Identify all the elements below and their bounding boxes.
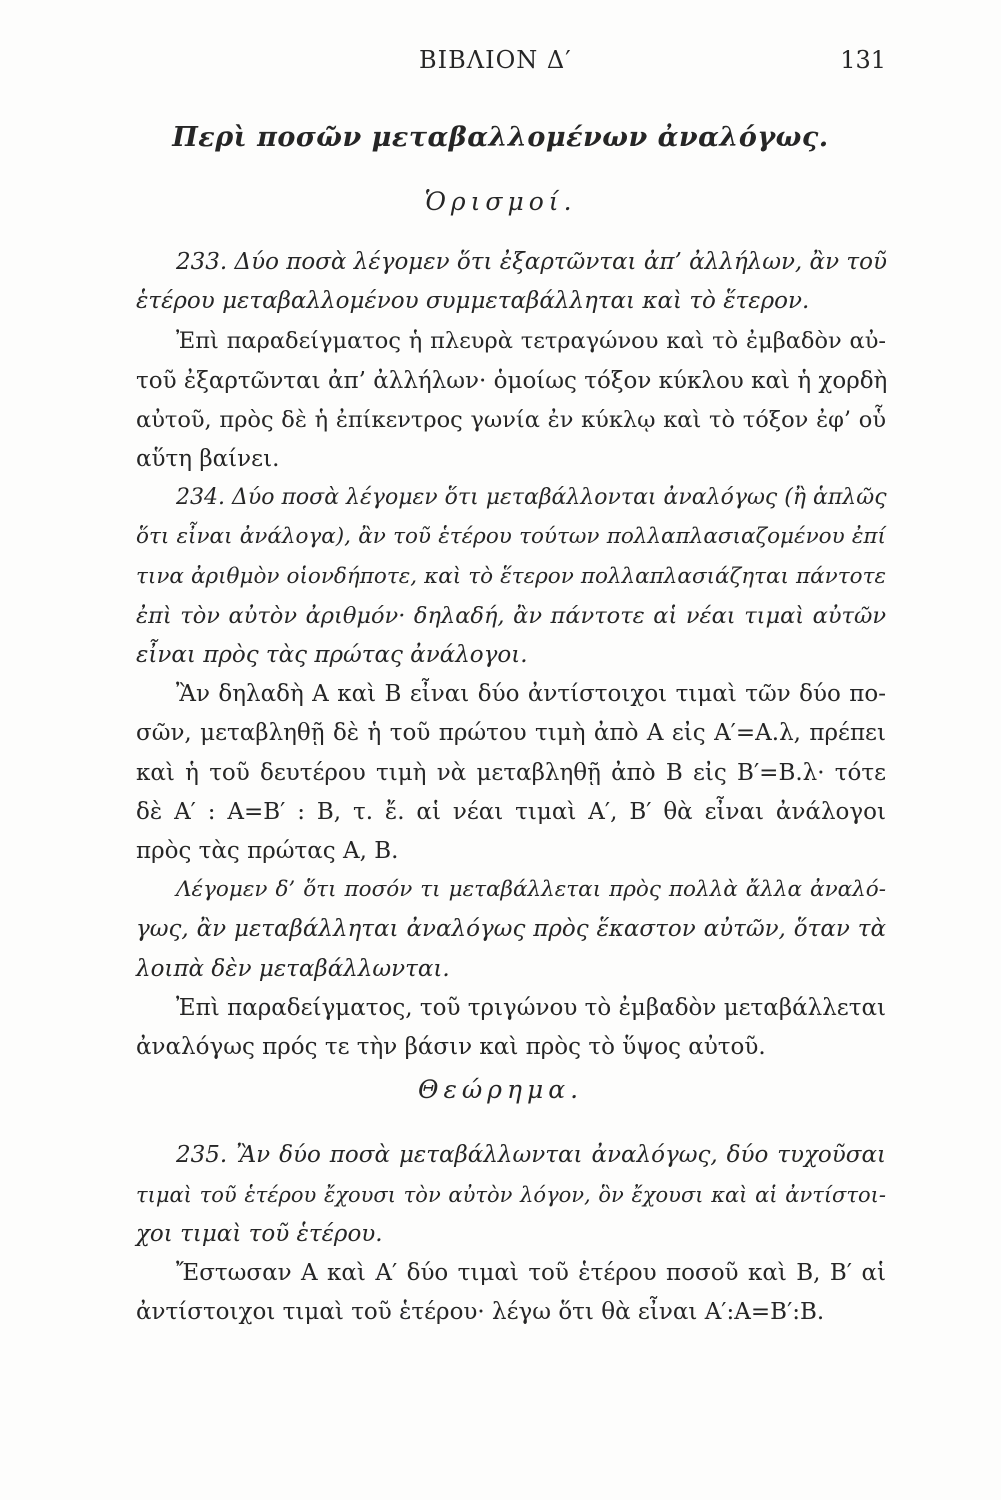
text-line: Λέγομεν δ’ ὅτι ποσόν τι μεταβάλλεται πρὸς πολλὰ ἄλλα ἀναλό- xyxy=(176,877,886,902)
text-line: αὐτοῦ, πρὸς δὲ ἡ ἐπίκεντρος γωνία ἐν κύκλῳ καὶ τὸ τόξον ἐφ’ οὗ xyxy=(136,407,886,433)
text-line: γως, ἂν μεταβάλληται ἀναλόγως πρὸς ἕκαστον αὐτῶν, ὅταν τὰ xyxy=(136,916,886,942)
text-line: Ἐπὶ παραδείγματος ἡ πλευρὰ τετραγώνου καὶ τὸ ἐμβαδὸν αὐ- xyxy=(176,328,886,354)
text-line: ἀντίστοιχοι τιμαὶ τοῦ ἑτέρου· λέγω ὅτι θὰ εἶναι Α′:Α=Β′:Β. xyxy=(136,1299,825,1325)
text-line: πρὸς τὰς πρώτας Α, Β. xyxy=(136,838,399,864)
text-line: αὕτη βαίνει. xyxy=(136,446,280,472)
text-line: ὅτι εἶναι ἀνάλογα), ἂν τοῦ ἑτέρου τούτων πολλαπλασιαζομένου ἐπί xyxy=(136,524,886,549)
text-line: λοιπὰ δὲν μεταβάλλωνται. xyxy=(136,956,450,982)
text-line: ἑτέρου μεταβαλλομένου συμμεταβάλληται καὶ τὸ ἕτερον. xyxy=(136,288,810,314)
text-line: 234. Δύο ποσὰ λέγομεν ὅτι μεταβάλλονται ἀναλόγως (ἢ ἁπλῶς xyxy=(176,485,887,510)
text-line: τοῦ ἐξαρτῶνται ἀπ’ ἀλλήλων· ὁμοίως τόξον κύκλου καὶ ἡ χορδὴ xyxy=(136,368,888,394)
text-line: 235. Ἂν δύο ποσὰ μεταβάλλωνται ἀναλόγως, δύο τυχοῦσαι xyxy=(176,1142,886,1168)
text-line: Ἂν δηλαδὴ Α καὶ Β εἶναι δύο ἀντίστοιχοι τιμαὶ τῶν δύο πο- xyxy=(176,681,886,707)
text-line: ἀναλόγως πρός τε τὴν βάσιν καὶ πρὸς τὸ ὕψος αὐτοῦ. xyxy=(136,1034,766,1060)
text-line: σῶν, μεταβληθῇ δὲ ἡ τοῦ πρώτου τιμὴ ἀπὸ Α εἰς Α′=Α.λ, πρέπει xyxy=(136,720,886,746)
definitions-heading: Ὁρισμοί. xyxy=(424,187,577,216)
text-line: χοι τιμαὶ τοῦ ἑτέρου. xyxy=(136,1221,383,1247)
text-line: ἐπὶ τὸν αὐτὸν ἀριθμόν· δηλαδή, ἂν πάντοτε αἱ νέαι τιμαὶ αὐτῶν xyxy=(136,603,886,629)
text-line: τιμαὶ τοῦ ἑτέρου ἔχουσι τὸν αὐτὸν λόγον, ὃν ἔχουσι καὶ αἱ ἀντίστοι- xyxy=(136,1183,886,1207)
page-number: 131 xyxy=(840,46,886,74)
text-line: 233. Δύο ποσὰ λέγομεν ὅτι ἐξαρτῶνται ἀπ’ ἀλλήλων, ἂν τοῦ xyxy=(176,249,887,275)
theorem-heading: Θεώρημα. xyxy=(417,1075,584,1104)
running-head: ΒΙΒΛΙΟΝ Δ′ xyxy=(419,46,572,74)
text-line: δὲ Α′ : Α=Β′ : Β, τ. ἔ. αἱ νέαι τιμαὶ Α′, Β′ θὰ εἶναι ἀνάλογοι xyxy=(136,799,886,825)
text-line: καὶ ἡ τοῦ δευτέρου τιμὴ νὰ μεταβληθῇ ἀπὸ Β εἰς Β′=Β.λ· τότε xyxy=(136,760,886,786)
text-line: εἶναι πρὸς τὰς πρώτας ἀνάλογοι. xyxy=(136,642,528,668)
text-line: τινα ἀριθμὸν οἱονδήποτε, καὶ τὸ ἕτερον πολλαπλασιάζηται πάντοτε xyxy=(136,564,886,589)
text-line: Ἔστωσαν Α καὶ Α′ δύο τιμαὶ τοῦ ἑτέρου ποσοῦ καὶ Β, Β′ αἱ xyxy=(176,1260,886,1286)
section-title: Περὶ ποσῶν μεταβαλλομένων ἀναλόγως. xyxy=(172,122,829,153)
text-line: Ἐπὶ παραδείγματος, τοῦ τριγώνου τὸ ἐμβαδὸν μεταβάλλεται xyxy=(176,995,886,1021)
